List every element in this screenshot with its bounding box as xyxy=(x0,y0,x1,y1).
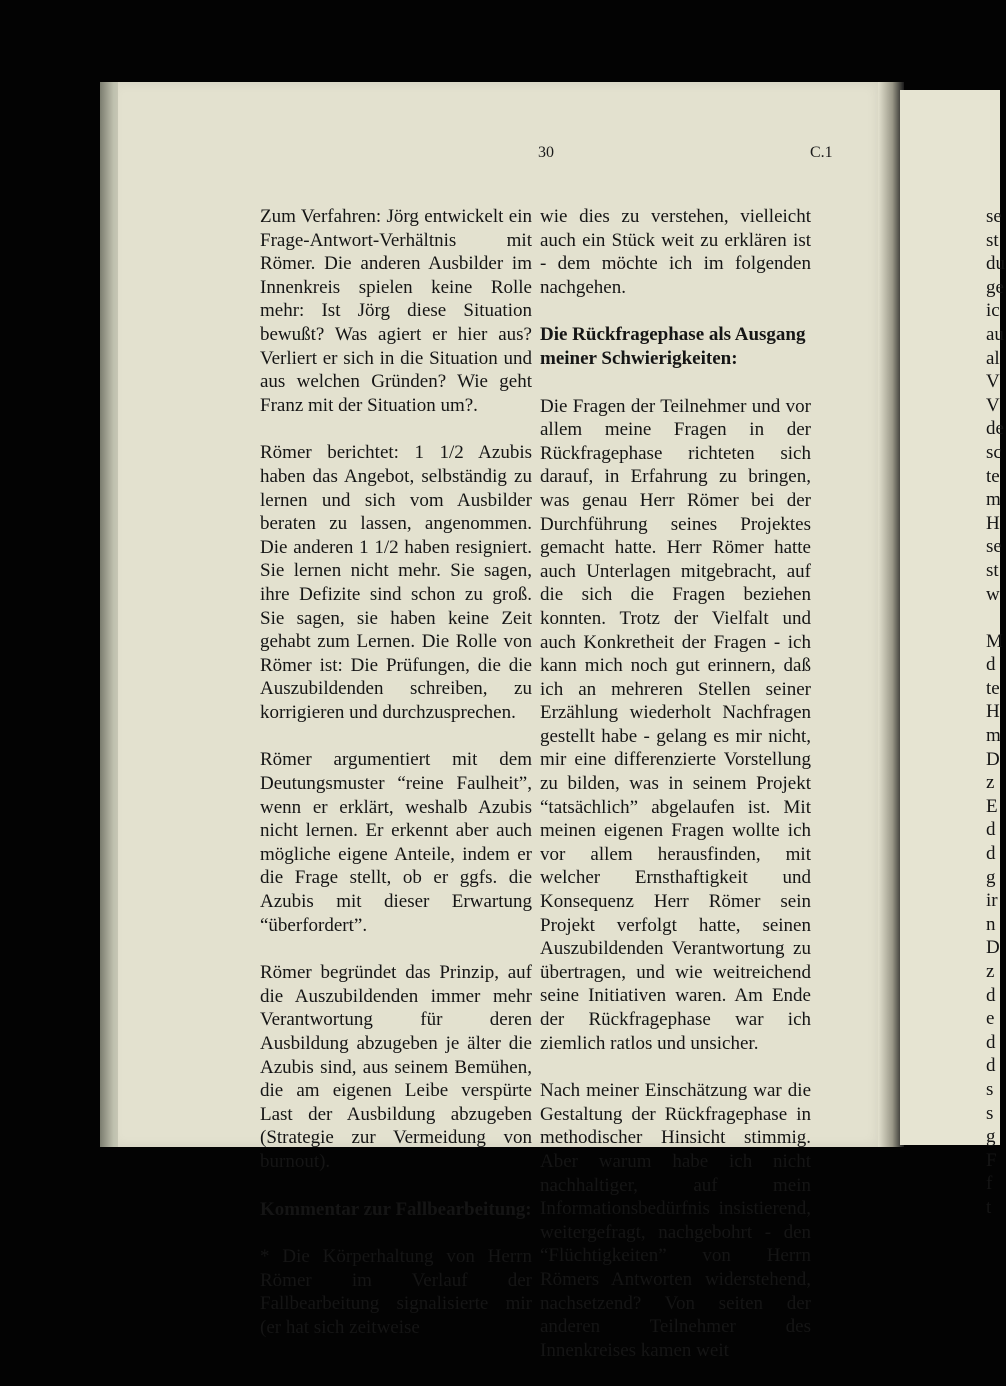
paragraph: Nach meiner Einschätzung war die Gestaltung der Rückfragephase in methodischer Hinsicht stimmig. Aber warum habe ich nicht nachhaltiger, auf mein Informationsbedürfnis insistierend, weitergefragt, nachgebohrt - den “Flüchtigkeiten” von Herrn Römers Antworten widerstehend, nachsetzend? Von seiten der anderen Teilnehmer des Innenkreises kamen weit xyxy=(540,1080,811,1361)
facing-page-fragment: g xyxy=(986,866,996,888)
facing-page-fragment: d xyxy=(986,984,996,1006)
facing-page-fragment: se xyxy=(986,206,1002,227)
paragraph: Römer begründet das Prinzip, auf die Auszubildenden immer mehr Verantwortung für deren Ausbildung abzugeben je älter die Azubis sind, aus seinem Bemühen, die am eigenen Leibe verspürte Last der Ausbildung abzugeben (Strategie zur Vermeidung von burnout). xyxy=(260,962,532,1172)
facing-page xyxy=(900,90,1000,1145)
facing-page-text-fragments xyxy=(986,205,1006,1220)
facing-page-fragment: V xyxy=(986,371,1000,393)
facing-page-fragment: st xyxy=(986,229,999,251)
facing-page-fragment xyxy=(986,606,1006,630)
facing-page-fragment: d xyxy=(986,1031,996,1053)
facing-page-fragment: E xyxy=(986,795,998,817)
facing-page-fragment: z xyxy=(986,961,995,982)
facing-page-fragment: ge xyxy=(986,276,1004,298)
facing-page-fragment: te xyxy=(986,465,1000,487)
facing-page-fragment: te xyxy=(986,677,1000,699)
section-heading: Kommentar zur Fallbearbeitung: xyxy=(260,1198,532,1220)
facing-page-fragment: de xyxy=(986,418,1004,440)
facing-page-fragment: d xyxy=(986,819,996,841)
facing-page-fragment: n xyxy=(986,913,996,935)
paragraph: wie dies zu verstehen, vielleicht auch ein Stück weit zu erklären ist - dem möchte ich im folgenden nachgehen. xyxy=(540,206,811,298)
facing-page-fragment: V xyxy=(986,394,1000,416)
facing-page-fragment: m xyxy=(986,725,1001,747)
paragraph: Römer berichtet: 1 1/2 Azubis haben das Angebot, selbständig zu lernen und sich vom Ausbilder beraten zu lassen, angenommen. Die anderen 1 1/2 haben resigniert. Sie lernen nicht mehr. Sie sagen, ihre Defizite sind schon zu groß. Sie sagen, sie haben keine Zeit gehabt zum Lernen. Die Rolle von Römer ist: Die Prüfungen, die die Auszubildenden schreiben, zu korrigieren und durchzusprechen. xyxy=(260,442,532,723)
section-heading: Die Rückfragephase als Ausgang meiner Schwierigkeiten: xyxy=(540,324,806,369)
facing-page-fragment: d xyxy=(986,654,996,676)
facing-page-fragment: d xyxy=(986,1055,996,1077)
facing-page-fragment: al xyxy=(986,347,1000,369)
paragraph: Zum Verfahren: Jörg entwickelt ein Frage-Antwort-Verhältnis mit Römer. Die anderen Ausbilder im Innenkreis spielen keine Rolle mehr: Ist Jörg diese Situation bewußt? Was agiert er hier aus? Verliert er sich in die Situation und aus welchen Gründen? Wie geht Franz mit der Situation um?. xyxy=(260,206,532,416)
facing-page-fragment: F xyxy=(986,1149,997,1171)
paragraph: Römer argumentiert mit dem Deutungsmuster “reine Faulheit”, wenn er erklärt, weshalb Azubis nicht lernen. Er erkennt aber auch mögliche eigene Anteile, indem er die Frage stellt, ob er ggfs. die Azubis mit dieser Erwartung “überfordert”. xyxy=(260,749,532,936)
facing-page-fragment: f xyxy=(986,1173,993,1195)
page-number: 30 xyxy=(538,144,554,161)
facing-page-fragment: d xyxy=(986,843,996,865)
facing-page-fragment: D xyxy=(986,748,1000,770)
facing-page-fragment: du xyxy=(986,253,1005,275)
facing-page-fragment: m xyxy=(986,489,1001,511)
facing-page-fragment: H xyxy=(986,701,1000,723)
facing-page-fragment: ic xyxy=(986,300,1000,322)
facing-page-fragment: z xyxy=(986,772,995,794)
facing-page-fragment: e xyxy=(986,1008,995,1030)
right-column xyxy=(540,205,811,1386)
facing-page-fragment: w xyxy=(986,583,1000,605)
facing-page-fragment: s xyxy=(986,1102,994,1124)
facing-page-fragment: D xyxy=(986,937,1000,959)
facing-page-fragment: st xyxy=(986,559,999,581)
left-column xyxy=(260,205,532,1364)
facing-page-fragment: se xyxy=(986,536,1002,558)
paragraph: Die Fragen der Teilnehmer und vor allem meine Fragen in der Rückfragephase richteten sich darauf, in Erfahrung zu bringen, was genau Herr Römer bei der Durchführung seines Projektes gemacht hatte. Herr Römer hatte auch Unterlagen mitgebracht, auf die sich die Fragen beziehen konnten. Trotz der Vielfalt und auch Konkretheit der Fragen - ich kann mich noch gut erinnern, daß ich an mehreren Stellen seiner Erzählung wiederholt Nachfragen gestellt habe - gelang es mir nicht, mir eine differenzierte Vorstellung zu bilden, was in seinem Projekt “tatsächlich” abgelaufen ist. Mit meinen eigenen Fragen wollte ich vor allem herausfinden, mit welcher Ernsthaftigkeit und Konsequenz Herr Römer sein Projekt verfolgt hatte, seinen Auszubildenden Verantwortung zu übertragen, und wie weitreichend seine Initiativen waren. Am Ende der Rückfragephase war ich ziemlich ratlos und unsicher. xyxy=(540,395,811,1054)
facing-page-fragment: H xyxy=(986,512,1000,534)
section-label: C.1 xyxy=(810,144,833,161)
facing-page-fragment: g xyxy=(986,1126,996,1148)
facing-page-fragment: ir xyxy=(986,890,998,912)
facing-page-fragment: au xyxy=(986,323,1004,345)
facing-page-fragment: s xyxy=(986,1078,994,1100)
paragraph: * Die Körperhaltung von Herrn Römer im Verlauf der Fallbearbeitung signalisierte mir (er hat sich zeitweise xyxy=(260,1246,532,1338)
facing-page-fragment: sc xyxy=(986,441,1002,463)
facing-page-fragment: M xyxy=(986,630,1003,652)
facing-page-fragment: t xyxy=(986,1196,992,1218)
